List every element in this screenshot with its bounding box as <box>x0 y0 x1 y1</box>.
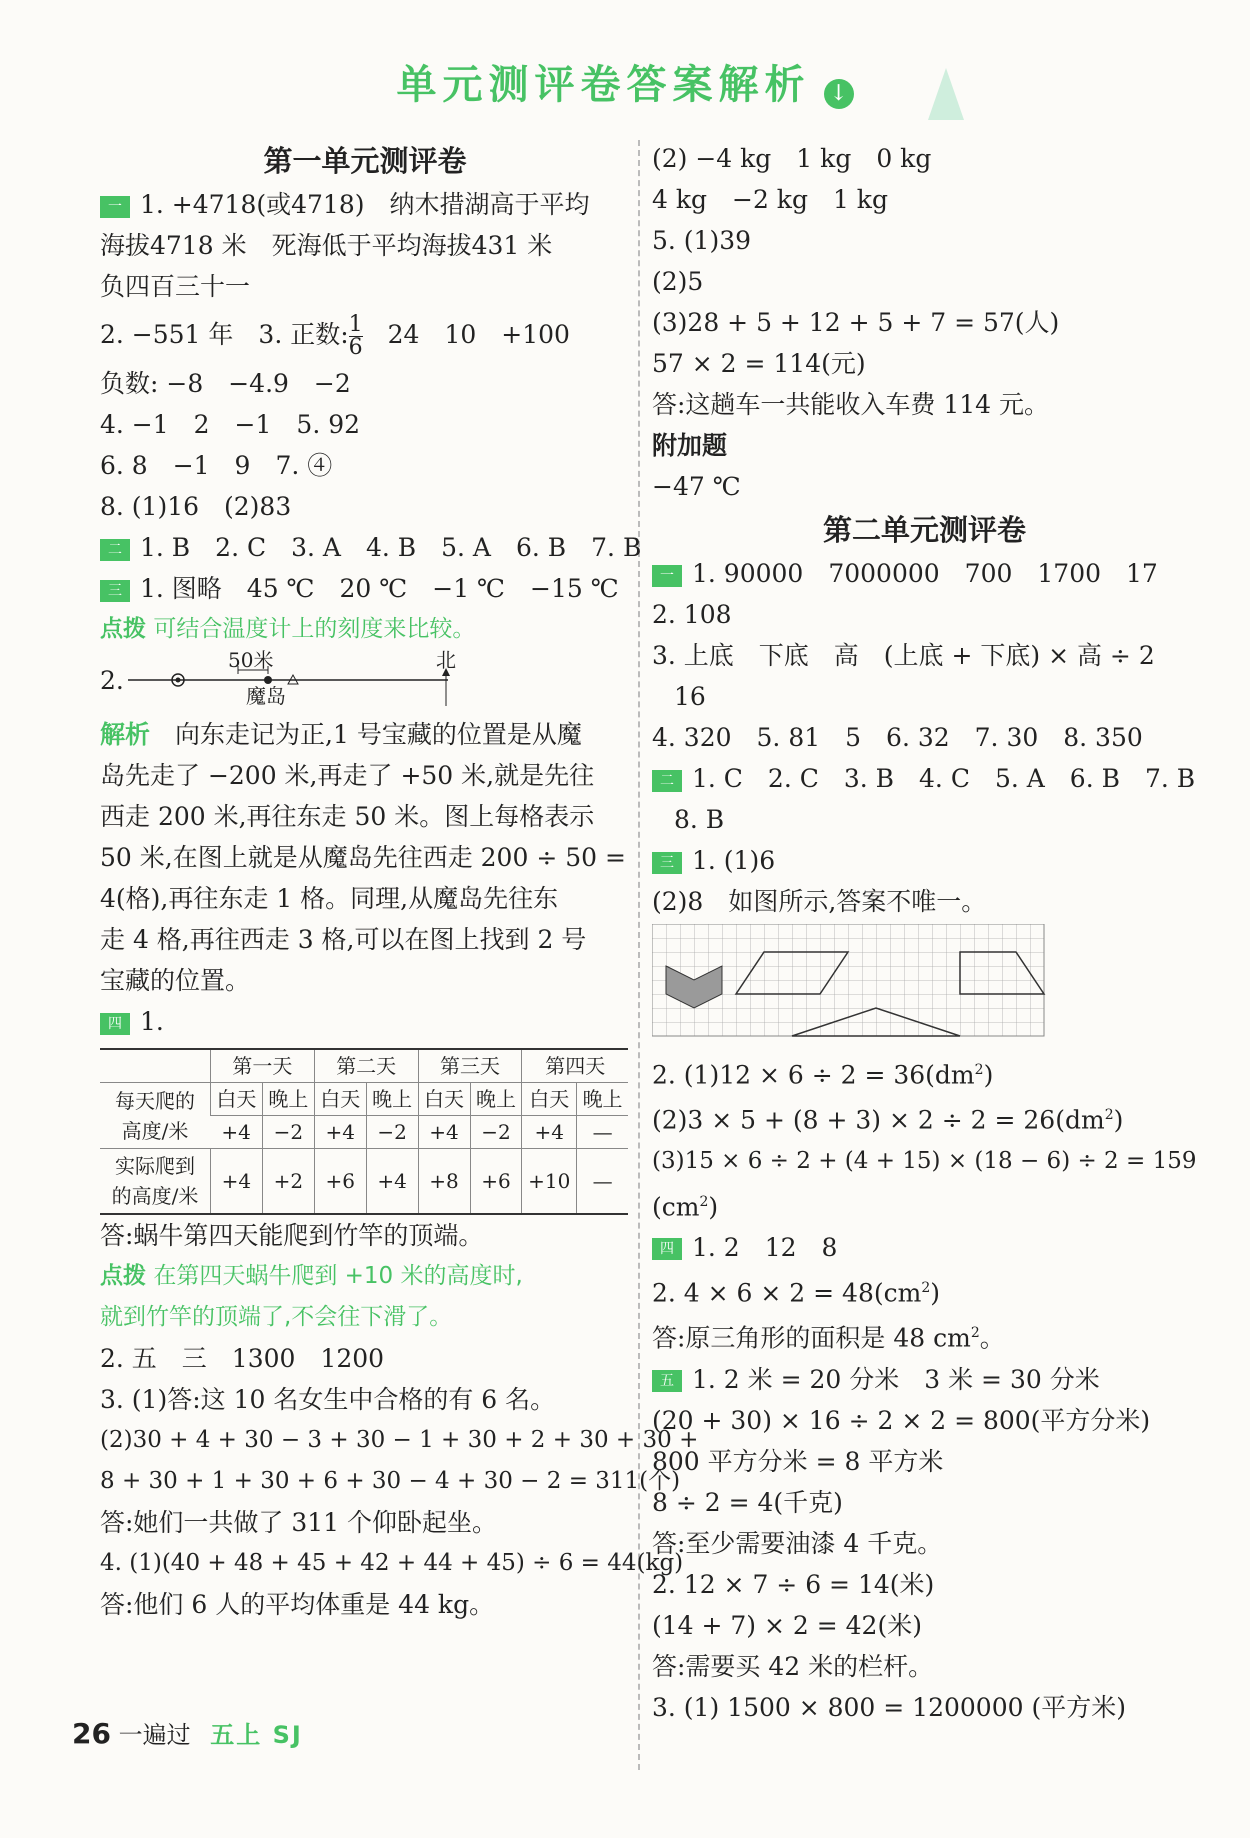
analysis-label: 解析 <box>100 720 151 749</box>
answer-line: 6. 8 −1 9 7. ④ <box>100 451 333 480</box>
number-line-diagram: 2. 50米 魔岛 北 <box>100 650 630 714</box>
analysis-line: 50 米,在图上就是从魔岛先往西走 200 ÷ 50 = <box>100 843 626 872</box>
answer-line: 2. 五 三 1300 1200 <box>100 1344 385 1373</box>
tip-label: 点拨 <box>100 616 146 642</box>
answer-line: 一 1. +4718(或4718) 纳木措湖高于平均 <box>100 184 630 225</box>
page-footer <box>72 1715 303 1750</box>
answer-line: (3)28 + 5 + 12 + 5 + 7 = 57(人) <box>652 308 1060 337</box>
answer-line: $(2)3 \times 5 + (8 + 3) \times 2 \div 2 = 26(dm^2)$ <box>652 1105 1124 1135</box>
snail-table <box>100 1048 628 1215</box>
table-row: 实际爬到 的高度/米 +4 +2 +6 +4 +8 +6 +10 — <box>100 1149 628 1215</box>
answer-line: 2. 12 × 7 ÷ 6 = 14(米) <box>652 1569 935 1599</box>
tip-line: 点拨 可结合温度计上的刻度来比较。 <box>100 616 476 642</box>
analysis-line: 宝藏的位置。 <box>100 966 251 995</box>
bonus-heading: 附加题 <box>652 431 728 460</box>
diagram-svg <box>128 650 548 714</box>
answer-line: 三 1. 图略 45 ℃ 20 ℃ −1 ℃ −15 ℃ <box>100 568 630 609</box>
part-badge: 一 <box>652 565 682 587</box>
page-header <box>0 50 1250 120</box>
right-column <box>652 138 1197 1728</box>
part-badge: 三 <box>100 580 130 602</box>
answer-line: 8 + 30 + 1 + 30 + 6 + 30 − 4 + 30 − 2 = 311(个) <box>100 1468 681 1494</box>
answer-line: 答:这趟车一共能收入车费 114 元。 <box>652 390 1050 419</box>
answer-line: 海拔4718 米 死海低于平均海拔431 米 <box>100 231 553 260</box>
answer-line: 答:他们 6 人的平均体重是 44 kg。 <box>100 1590 495 1619</box>
answer-line: 答:蜗牛第四天能爬到竹竿的顶端。 <box>100 1221 484 1250</box>
answer-line: $(cm^2)$ <box>652 1191 719 1221</box>
header-title: 单元测评卷答案解析 <box>396 62 811 108</box>
answer-line: 2. −551 年 3. 正数: $\frac{1}{6}$ 24 10 +100 <box>100 312 570 360</box>
answer-line: 16 <box>674 682 706 711</box>
answer-line: 五 1. 2 米 = 20 分米 3 米 = 30 分米 <box>652 1359 1197 1400</box>
brand-name: 一遍过 <box>118 1721 191 1749</box>
answer-line: 答:需要买 42 米的栏杆。 <box>652 1651 934 1681</box>
answer-line: 3. (1)答:这 10 名女生中合格的有 6 名。 <box>100 1385 556 1414</box>
answer-line: 8 ÷ 2 = 4(千克) <box>652 1487 843 1517</box>
part-badge: 四 <box>652 1238 682 1260</box>
part-badge: 三 <box>652 852 682 874</box>
table-row: 第一天 第二天 第三天 第四天 <box>100 1049 628 1083</box>
part-badge: 二 <box>652 770 682 792</box>
answer-line: 负数: −8 −4.9 −2 <box>100 369 351 398</box>
answer-line: 二 1. B 2. C 3. A 4. B 5. A 6. B 7. B <box>100 527 630 568</box>
answer-line: 答:至少需要油漆 4 千克。 <box>652 1528 943 1558</box>
fraction: $\frac{1}{6}$ <box>348 312 363 360</box>
answer-line: 5. (1)39 <box>652 226 752 255</box>
answer-line: (14 + 7) × 2 = 42(米) <box>652 1610 922 1640</box>
answer-line: 3. 上底 下底 高 (上底 + 下底) × 高 ÷ 2 <box>652 641 1155 670</box>
answer-line: 答:原三角形的面积是 48 $cm^2$。 <box>652 1323 1005 1353</box>
grid-figure <box>652 924 1052 1046</box>
tip-label: 点拨 <box>100 1263 146 1289</box>
answer-line: (2)8 如图所示,答案不唯一。 <box>652 887 987 916</box>
analysis-line: 西走 200 米,再往东走 50 米。图上每格表示 <box>100 802 595 831</box>
tip-line: 就到竹竿的顶端了,不会往下滑了。 <box>100 1304 453 1330</box>
answer-line: 8. B <box>674 805 725 834</box>
answer-line: (3)15 × 6 ÷ 2 + (4 + 15) × (18 − 6) ÷ 2 = 159 <box>652 1147 1197 1174</box>
answer-line: 答:她们一共做了 311 个仰卧起坐。 <box>100 1508 498 1537</box>
tip-line: 点拨 在第四天蜗牛爬到 +10 米的高度时, <box>100 1263 523 1289</box>
answer-line: 4. (1)(40 + 48 + 45 + 42 + 44 + 45) ÷ 6 = 44(kg) <box>100 1550 684 1576</box>
answer-line: 4. −1 2 −1 5. 92 <box>100 410 361 439</box>
answer-line: 四 1. <box>100 1001 630 1042</box>
answer-line: (2) −4 kg 1 kg 0 kg <box>652 144 932 173</box>
part-badge: 一 <box>100 196 130 218</box>
analysis-line: 4(格),再往东走 1 格。同理,从魔岛先往东 <box>100 884 559 913</box>
column-divider <box>638 140 640 1770</box>
table-row: 每天爬的 高度/米 白天 晚上 白天 晚上 白天 晚上 白天 晚上 <box>100 1083 628 1116</box>
arrow-down-icon: ↓ <box>824 79 854 109</box>
answer-line: 三 1. (1)6 <box>652 840 1197 881</box>
answer-line: 57 × 2 = 114(元) <box>652 349 866 378</box>
answer-line: (20 + 30) × 16 ÷ 2 × 2 = 800(平方分米) <box>652 1405 1151 1435</box>
answer-line: (2)30 + 4 + 30 − 3 + 30 − 1 + 30 + 2 + 30 + 30 + <box>100 1427 699 1453</box>
answer-line: 8. (1)16 (2)83 <box>100 492 292 521</box>
answer-line: 800 平方分米 = 8 平方米 <box>652 1446 944 1476</box>
section-title-unit2: 第二单元测评卷 <box>822 513 1026 547</box>
grade-label: 五上 SJ <box>210 1721 303 1749</box>
answer-line: 3. (1) 1500 × 800 = 1200000 (平方米) <box>652 1692 1126 1722</box>
answer-line: 2. $(1)12 \times 6 \div 2 = 36(dm^2)$ <box>652 1060 994 1090</box>
answer-line: 负四百三十一 <box>100 272 251 301</box>
answer-line: 4. 320 5. 81 5 6. 32 7. 30 8. 350 <box>652 723 1143 752</box>
answer-line: −47 ℃ <box>652 472 741 501</box>
analysis-line: 岛先走了 −200 米,再走了 +50 米,就是先往 <box>100 761 595 790</box>
part-badge: 二 <box>100 539 130 561</box>
part-badge: 五 <box>652 1370 682 1392</box>
section-title-unit1: 第一单元测评卷 <box>263 144 467 178</box>
part-badge: 四 <box>100 1013 130 1035</box>
answer-line: 2. 108 <box>652 600 732 629</box>
page-number: 26 <box>72 1717 111 1750</box>
analysis-line: 走 4 格,再往西走 3 格,可以在图上找到 2 号 <box>100 925 587 954</box>
answer-line: 2. $4 \times 6 \times 2 = 48(cm^2)$ <box>652 1278 940 1308</box>
analysis-line: 解析 向东走记为正,1 号宝藏的位置是从魔 <box>100 720 582 749</box>
answer-line: 二 1. C 2. C 3. B 4. C 5. A 6. B 7. B <box>652 758 1197 799</box>
answer-line: (2)5 <box>652 267 704 296</box>
table-row: +4 −2 +4 −2 +4 −2 +4 — <box>100 1116 628 1149</box>
answer-line: 4 kg −2 kg 1 kg <box>652 185 888 214</box>
answer-line: 一 1. 90000 7000000 700 1700 17 <box>652 553 1197 594</box>
decorative-triangle <box>928 68 964 120</box>
answer-line: 四 1. 2 12 8 <box>652 1227 1197 1268</box>
